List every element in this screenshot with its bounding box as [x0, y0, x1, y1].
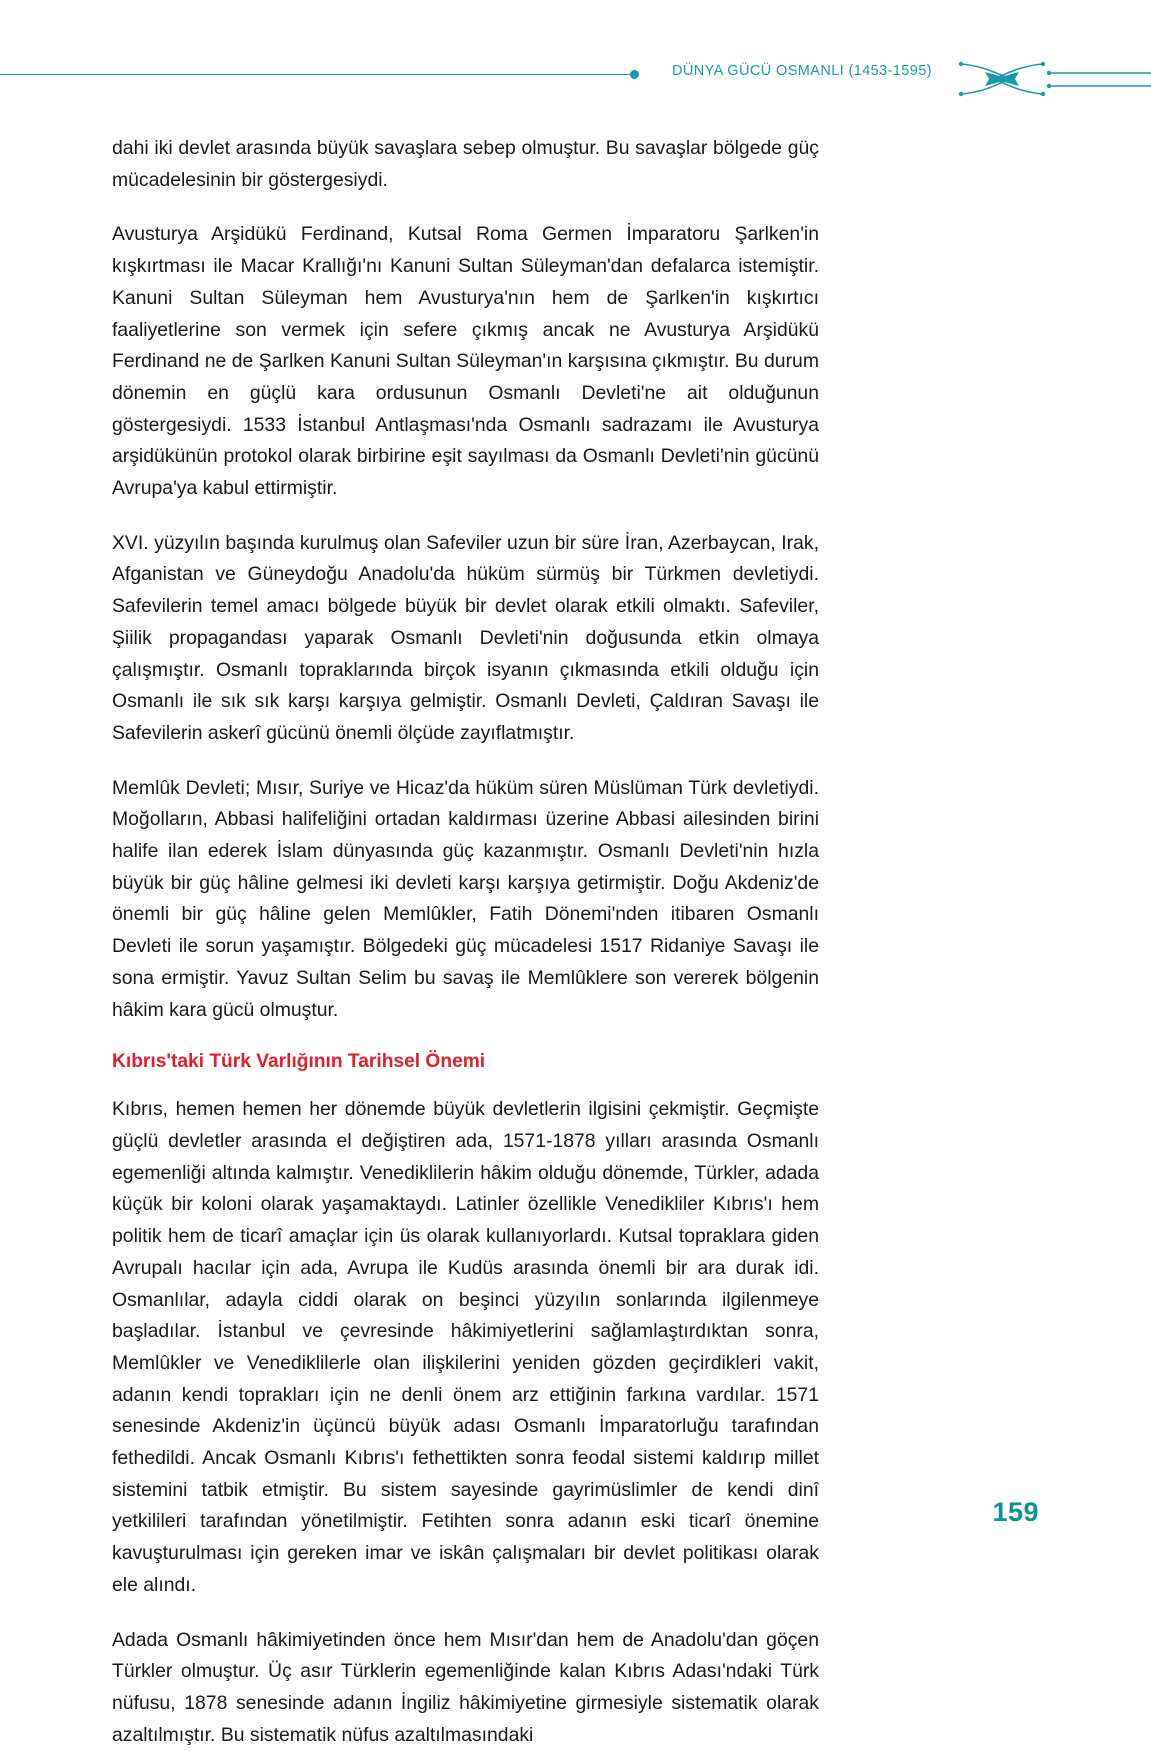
paragraph: XVI. yüzyılın başında kurulmuş olan Safeviler uzun bir süre İran, Azerbaycan, Irak, Afganistan ve Güneydoğu Anadolu'da hüküm sürmüş bir Türkmen devletiydi. Safevilerin temel amacı bölgede büyük bir devlet olarak etkili olmaktı. Safeviler, Şiilik propagandası yaparak Osmanlı Devleti'nin doğusunda etkin olmaya çalışmıştır. Osmanlı topraklarında birçok isyanın çıkmasında etkili olduğu için Osmanlı ile sık sık karşı karşıya gelmiştir. Osmanlı Devleti, Çaldıran Savaşı ile Safevilerin askerî gücünü önemli ölçüde zayıflatmıştır.: [112, 531, 819, 744]
paragraph: dahi iki devlet arasında büyük savaşlara sebep olmuştur. Bu savaşlar bölgede güç mücadelesinin bir göstergesiydi.: [112, 137, 819, 191]
paragraph: Memlûk Devleti; Mısır, Suriye ve Hicaz'da hüküm süren Müslüman Türk devletiydi. Moğolların, Abbasi halifeliğini ortadan kaldırması üzerine Abbasi ailesinden birini halife ilan ederek İslam dünyasında güç kazanmıştır. Osmanlı Devleti'nin hızla büyük bir güç hâline gelmesi iki devleti karşı karşıya getirmiştir. Doğu Akdeniz'de önemli bir güç hâline gelen Memlûkler, Fatih Dönemi'nden itibaren Osmanlı Devleti ile sorun yaşamıştır. Bölgedeki güç mücadelesi 1517 Ridaniye Savaşı ile sona ermiştir. Yavuz Sultan Selim bu savaş ile Memlûklere son vererek bölgenin hâkim kara gücü olmuştur.: [112, 776, 819, 1021]
double-arrow-ornament-icon: [955, 56, 1151, 102]
running-title: DÜNYA GÜCÜ OSMANLI (1453-1595): [672, 63, 932, 79]
section-heading: Kıbrıs'taki Türk Varlığının Tarihsel Önemi: [112, 1051, 486, 1073]
page-header: [0, 58, 1151, 98]
page-number: 159: [992, 1497, 1039, 1527]
header-dot: [630, 70, 639, 79]
paragraph: Avusturya Arşidükü Ferdinand, Kutsal Roma Germen İmparatoru Şarlken'in kışkırtması ile Macar Krallığı'nı Kanuni Sultan Süleyman'dan defalarca istemiştir. Kanuni Sultan Süleyman hem Avusturya'nın hem de Şarlken'in kışkırtıcı faaliyetlerine son vermek için sefere çıkmış ancak ne Avusturya Arşidükü Ferdinand ne de Şarlken Kanuni Sultan Süleyman'ın karşısına çıkmıştır. Bu durum dönemin en güçlü kara ordusunun Osmanlı Devleti'ne ait olduğunun göstergesiydi. 1533 İstanbul Antlaşması'nda Osmanlı sadrazamı ile Avusturya arşidükünün protokol olarak birbirine eşit sayılması da Osmanlı Devleti'nin gücünü Avrupa'ya kabul ettirmiştir.: [112, 223, 819, 500]
paragraph: Adada Osmanlı hâkimiyetinden önce hem Mısır'dan hem de Anadolu'dan göçen Türkler olmuştur. Üç asır Türklerin egemenliğinde kalan Kıbrıs Adası'ndaki Türk nüfusu, 1878 senesinde adanın İngiliz hâkimiyetine girmesiyle sistematik olarak azaltılmıştır. Bu sistematik nüfus azaltılmasındaki: [112, 1628, 819, 1746]
header-rule: [0, 74, 632, 75]
paragraph: Kıbrıs, hemen hemen her dönemde büyük devletlerin ilgisini çekmiştir. Geçmişte güçlü devletler arasında el değiştiren ada, 1571-1878 yılları arasında Osmanlı egemenliği altında kalmıştır. Venediklilerin hâkim olduğu dönemde, Türkler, adada küçük bir koloni olarak yaşamaktaydı. Latinler özellikle Venedikliler Kıbrıs'ı hem politik hem de ticarî amaçlar için üs olarak kullanıyorlardı. Kutsal topraklara giden Avrupalı hacılar için ada, Avrupa ile Kudüs arasında önemli bir ara durak idi. Osmanlılar, adayla ciddi olarak on beşinci yüzyılın sonlarında ilgilenmeye başladılar. İstanbul ve çevresinde hâkimiyetlerini sağlamlaştırdıktan sonra, Memlûkler ve Venediklilerle olan ilişkilerini yeniden gözden geçirdikleri vakit, adanın kendi toprakları için ne denli önem arz ettiğinin farkına vardılar. 1571 senesinde Akdeniz'in üçüncü büyük adası Osmanlı İmparatorluğu tarafından fethedildi. Ancak Osmanlı Kıbrıs'ı fethettikten sonra feodal sistemi kaldırıp millet sistemini tatbik etmiştir. Bu sistem sayesinde gayrimüslimler de kendi dinî yetkilileri tarafından yönetilmiştir. Fetihten sonra adanın eski ticarî önemine kavuşturulması için gereken imar ve iskân çalışmaları bir devlet politikası olarak ele alındı.: [112, 1098, 819, 1596]
text-column: [112, 133, 819, 1751]
